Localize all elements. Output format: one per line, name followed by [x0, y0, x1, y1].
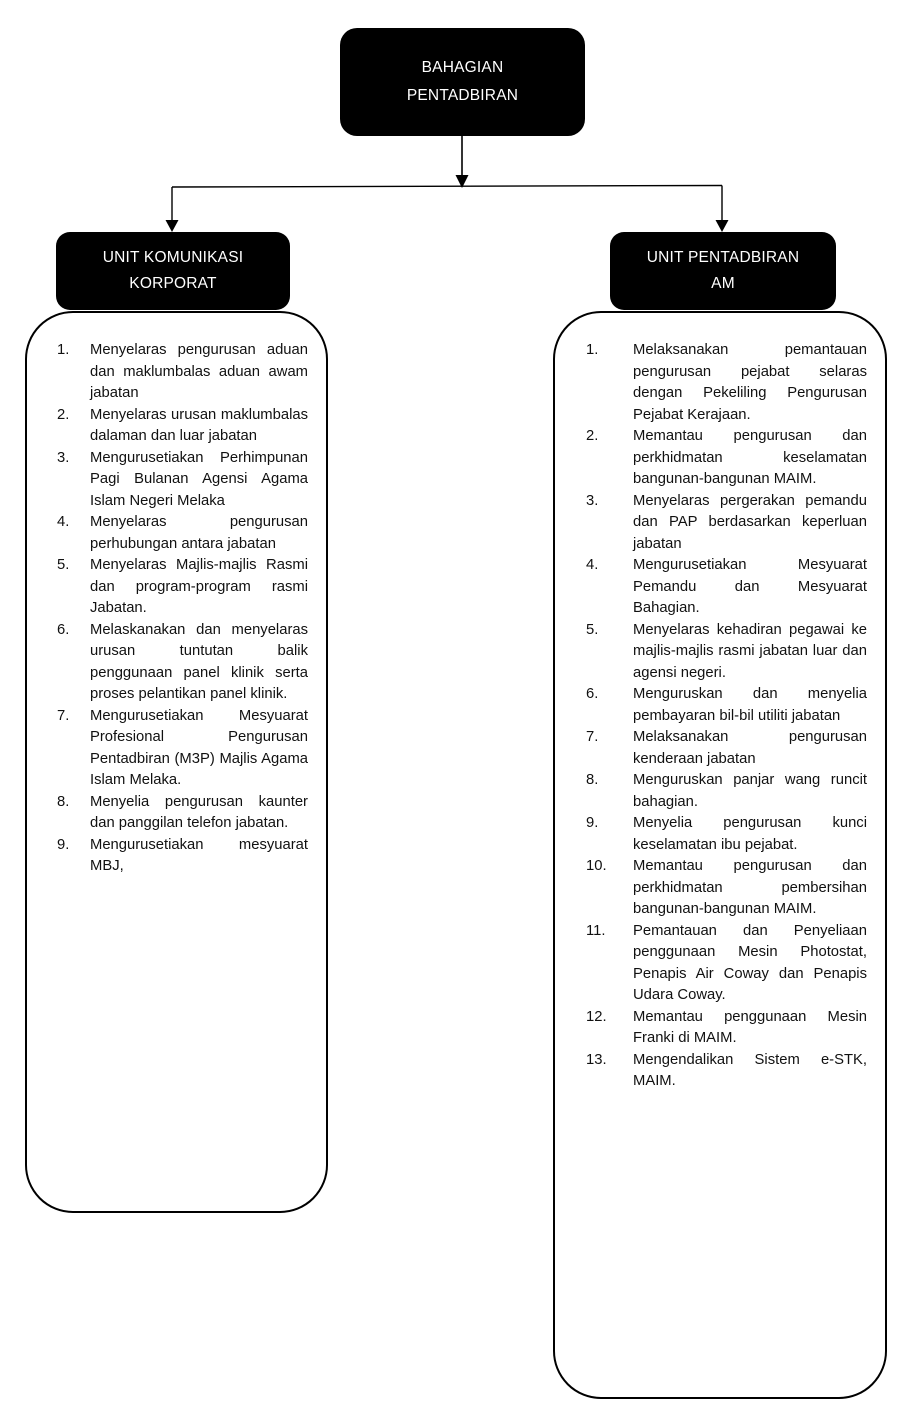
- duty-item: Menyelaras urusan maklumbalas dalaman dan luar jabatan: [90, 406, 308, 444]
- duty-item: Menguruskan panjar wang runcit bahagian.: [633, 772, 867, 810]
- duty-item: Mengurusetiakan Mesyuarat Profesional Pengurusan Pentadbiran (M3P) Majlis Agama Islam Melaka.: [90, 707, 308, 788]
- duty-item: Melaskanakan dan menyelaras urusan tuntutan balik penggunaan panel klinik serta proses pelantikan panel klinik.: [90, 621, 308, 702]
- duty-item: Menyelaras pergerakan pemandu dan PAP berdasarkan keperluan jabatan: [633, 492, 867, 552]
- duty-item: Mengendalikan Sistem e-STK, MAIM.: [633, 1051, 867, 1089]
- unit-node-komunikasi-korporat: [56, 232, 290, 310]
- duties-panel-komunikasi-korporat: [25, 311, 328, 1213]
- duty-item: Menyelia pengurusan kunci keselamatan ibu pejabat.: [633, 815, 867, 853]
- unit-pentadbiran-am-label: UNIT PENTADBIRAN AM: [646, 249, 800, 292]
- duty-item: Memantau pengurusan dan perkhidmatan keselamatan bangunan-bangunan MAIM.: [633, 428, 867, 487]
- unit-komunikasi-korporat-label: UNIT KOMUNIKASI KORPORAT: [102, 249, 244, 292]
- duties-list-komunikasi-korporat: [27, 313, 326, 878]
- root-node-bahagian-pentadbiran: [340, 28, 585, 136]
- unit-node-pentadbiran-am: [610, 232, 836, 310]
- arrowhead-left-unit: [166, 220, 179, 232]
- duty-item: Pemantauan dan Penyeliaan penggunaan Mesin Photostat, Penapis Air Coway dan Penapis Udara Coway.: [633, 922, 867, 1003]
- duty-item: Melaksanakan pemantauan pengurusan pejabat selaras dengan Pekeliling Pengurusan Pejabat Kerajaan.: [633, 342, 867, 423]
- arrowhead-right-unit: [716, 220, 729, 232]
- duty-item: Menyelaras Majlis-majlis Rasmi dan program-program rasmi Jabatan.: [90, 557, 308, 616]
- duty-item: Memantau pengurusan dan perkhidmatan pembersihan bangunan-bangunan MAIM.: [633, 858, 867, 917]
- duty-item: Menyelaras pengurusan perhubungan antara jabatan: [90, 514, 308, 552]
- duty-item: Menyelaras kehadiran pegawai ke majlis-majlis rasmi jabatan luar dan agensi negeri.: [633, 621, 867, 681]
- duty-item: Menyelia pengurusan kaunter dan panggilan telefon jabatan.: [90, 793, 308, 831]
- duty-item: Mengurusetiakan Mesyuarat Pemandu dan Mesyuarat Bahagian.: [633, 557, 867, 616]
- duty-item: Menyelaras pengurusan aduan dan maklumbalas aduan awam jabatan: [90, 342, 308, 401]
- duty-item: Mengurusetiakan Perhimpunan Pagi Bulanan Agensi Agama Islam Negeri Melaka: [90, 449, 308, 509]
- duty-item: Melaksanakan pengurusan kenderaan jabatan: [633, 729, 867, 767]
- root-node-label: BAHAGIAN PENTADBIRAN: [406, 59, 519, 104]
- duty-item: Menguruskan dan menyelia pembayaran bil-bil utiliti jabatan: [633, 686, 867, 724]
- duties-panel-pentadbiran-am: [553, 311, 887, 1399]
- arrowhead-root: [456, 175, 469, 188]
- duties-list-pentadbiran-am: [555, 313, 885, 1093]
- duty-item: Memantau penggunaan Mesin Franki di MAIM.: [633, 1008, 867, 1046]
- duty-item: Mengurusetiakan mesyuarat MBJ,: [90, 836, 308, 874]
- connector-horizontal: [172, 186, 722, 188]
